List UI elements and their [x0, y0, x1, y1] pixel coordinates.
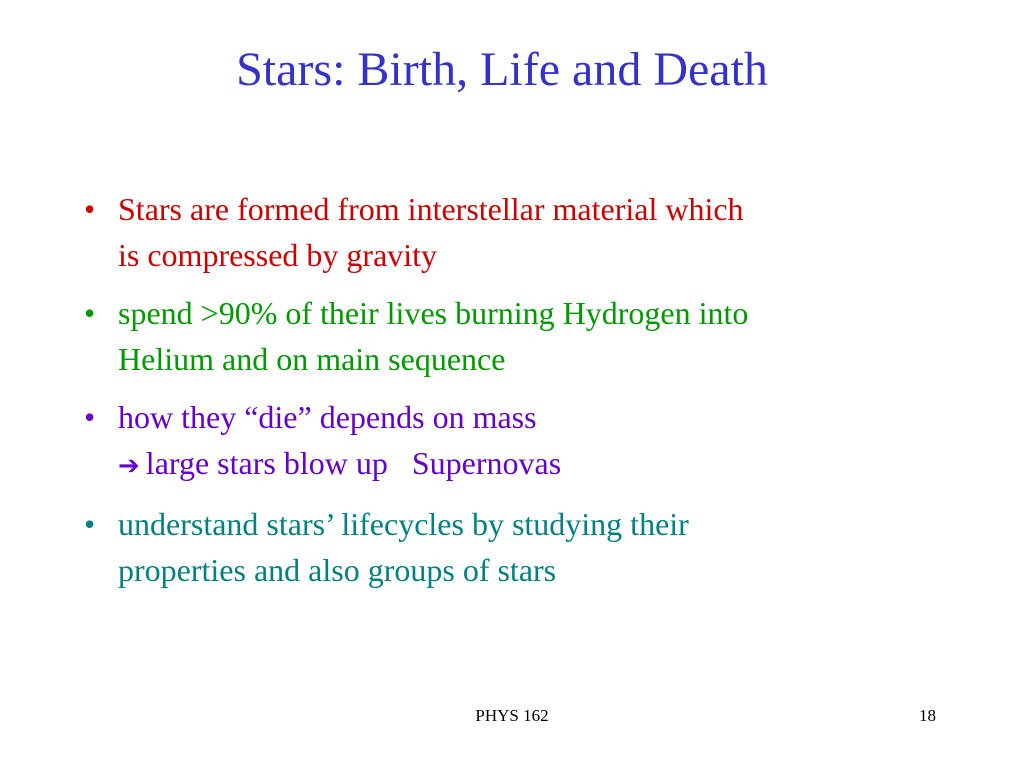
bullet-marker: • — [84, 295, 96, 331]
bullet-text-line-with-arrow — [118, 440, 920, 489]
bullet-item-main-sequence — [80, 290, 920, 382]
bullet-text-line: spend >90% of their lives burning Hydrogen into — [118, 295, 749, 331]
bullet-item-formation — [80, 186, 920, 278]
footer-course: PHYS 162 — [475, 706, 549, 725]
bullet-item-lifecycles — [80, 501, 920, 593]
bullet-marker: • — [84, 399, 96, 435]
bullet-text-line: Helium and on main sequence — [118, 341, 506, 377]
bullet-marker: • — [84, 506, 96, 542]
bullet-text-line: understand stars’ lifecycles by studying their — [118, 506, 689, 542]
slide-title: Stars: Birth, Life and Death — [236, 43, 768, 96]
bullet-text-line: is compressed by gravity — [118, 237, 438, 273]
bullet-marker: • — [84, 191, 96, 227]
right-arrow-icon: ➔ — [118, 451, 140, 481]
bullet-text-line: properties and also groups of stars — [118, 552, 557, 588]
bullet-list — [80, 186, 920, 605]
footer-page-number: 18 — [919, 706, 936, 725]
bullet-text-line: Stars are formed from interstellar material which — [118, 191, 744, 227]
bullet-item-death — [80, 394, 920, 489]
bullet-text-line: how they “die” depends on mass — [118, 399, 537, 435]
bullet-text-fragment: large stars blow up Supernovas — [145, 445, 562, 481]
